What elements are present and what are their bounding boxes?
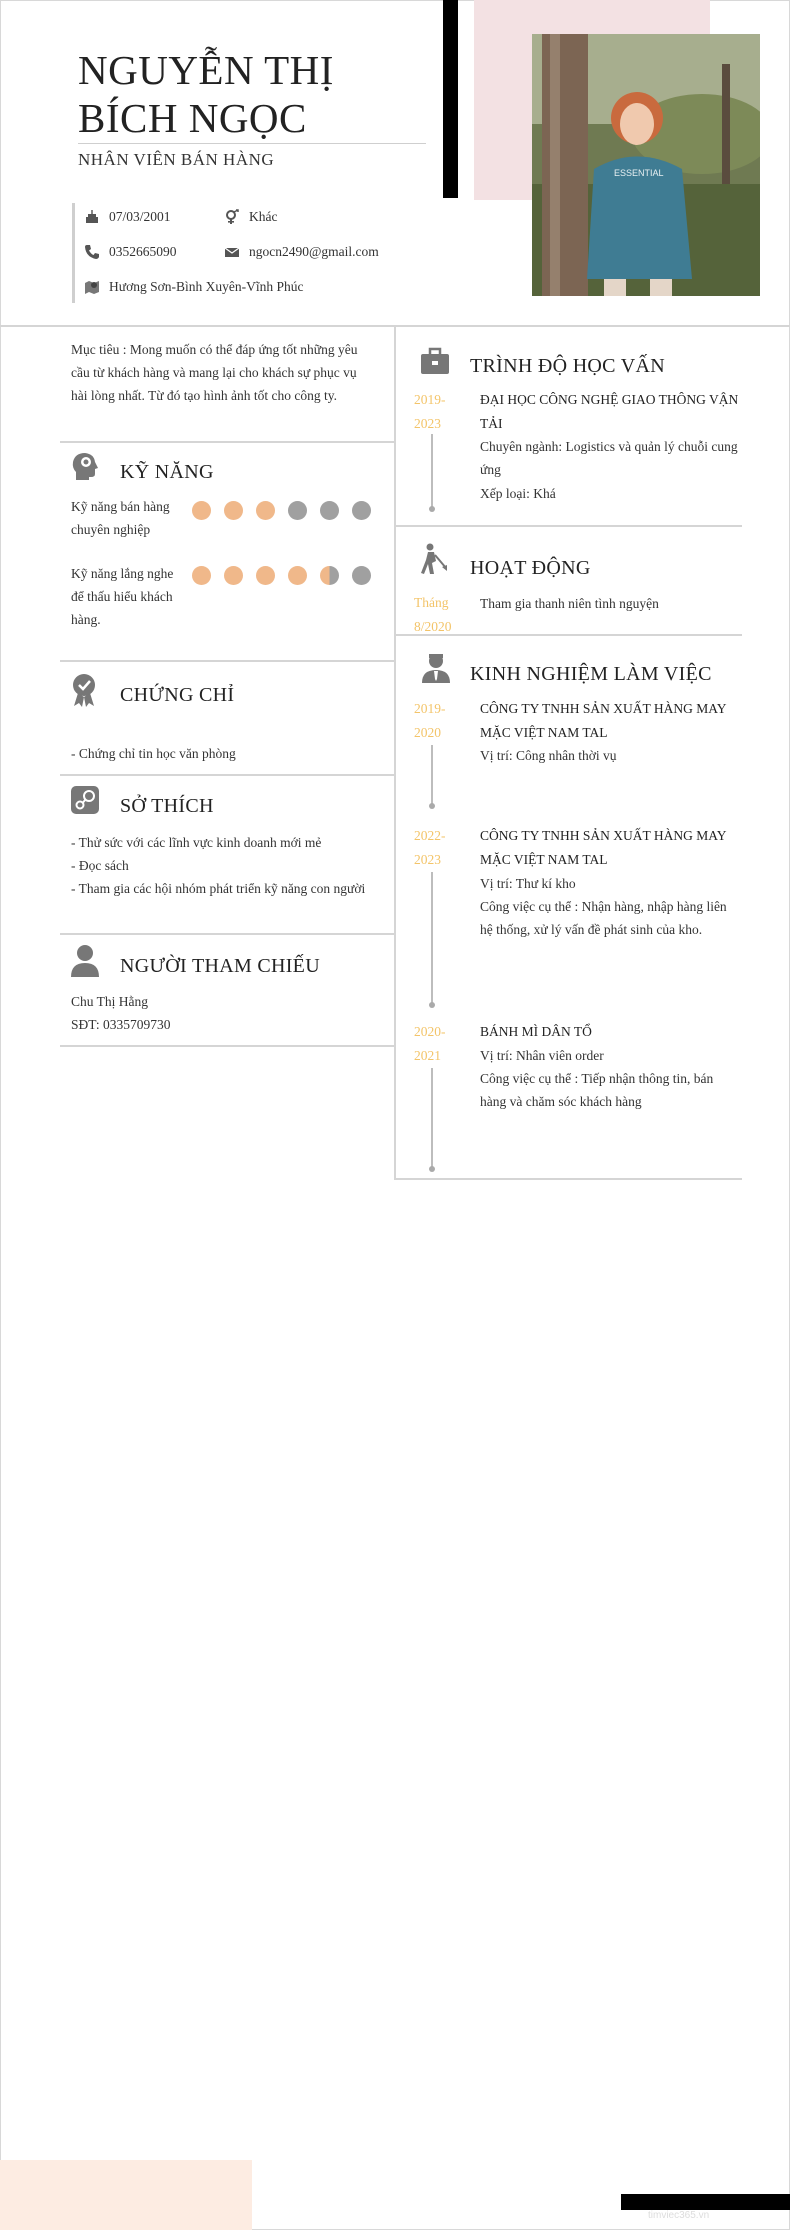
experience-title: KINH NGHIỆM LÀM VIỆC (470, 663, 712, 685)
skill-label-1: Kỹ năng bán hàng chuyên nghiệp (71, 499, 170, 537)
skill-dot (256, 566, 275, 585)
experience-role: Vị trí: Nhân viên order (480, 1048, 604, 1063)
skill-dot (256, 501, 275, 520)
skill-dot (224, 501, 243, 520)
certificates-title: CHỨNG CHỈ (120, 684, 235, 706)
education-year-start: 2019- (414, 392, 446, 407)
envelope-icon (224, 244, 240, 260)
skill-label-2: Kỹ năng lắng nghe để thấu hiểu khách hàng. (71, 566, 174, 627)
user-tie-icon (420, 652, 452, 684)
education-school: ĐẠI HỌC CÔNG NGHỆ GIAO THÔNG VẬN TẢI (480, 392, 739, 431)
education-grade: Xếp loại: Khá (480, 486, 556, 501)
hobbies-list (71, 831, 371, 900)
candidate-name: NGUYỄN THỊ BÍCH NGỌC (78, 47, 334, 141)
experience-year-start: 2019- (414, 701, 446, 716)
steam-icon (70, 785, 100, 815)
experience-desc: Công việc cụ thể : Tiếp nhận thông tin, bán hàng và chăm sóc khách hàng (480, 1071, 714, 1109)
experience-timeline (431, 745, 433, 805)
gender-text: Khác (249, 209, 278, 224)
skill-dot (288, 501, 307, 520)
experience-year-end: 2020 (414, 725, 441, 740)
references-title: NGƯỜI THAM CHIẾU (120, 955, 320, 977)
address-row (84, 279, 303, 295)
cake-icon (84, 209, 100, 225)
objective-text: Mục tiêu : Mong muốn có thể đáp ứng tốt những yêu cầu từ khách hàng và mang lại cho khách sự phục vụ hài lòng nhất. Từ đó tạo hình ảnh tốt cho công ty. (71, 342, 358, 403)
gender-row (224, 209, 277, 225)
email-row (224, 244, 379, 260)
footer-pink-block (0, 2160, 252, 2230)
experience-company: CÔNG TY TNHH SẢN XUẤT HÀNG MAY MẶC VIỆT NAM TAL (480, 828, 727, 867)
header-black-bar (443, 0, 458, 198)
experience-year (414, 824, 446, 872)
hobby-item: - Đọc sách (71, 858, 129, 873)
birthday-row (84, 209, 171, 225)
hobby-item: - Tham gia các hội nhóm phát triển kỹ năng con người (71, 881, 366, 896)
activity-date-year: 8/2020 (414, 619, 452, 634)
job-title: NHÂN VIÊN BÁN HÀNG (78, 150, 275, 169)
phone-icon (84, 244, 100, 260)
education-year-end: 2023 (414, 416, 441, 431)
education-divider (394, 525, 742, 527)
experience-timeline (431, 1068, 433, 1168)
education-timeline (431, 434, 433, 508)
experience-year (414, 697, 446, 745)
experience-company: BÁNH MÌ DÂN TỔ (480, 1024, 592, 1039)
education-major: Chuyên ngành: Logistics và quản lý chuỗi cung ứng (480, 439, 738, 477)
certificate-item: - Chứng chỉ tin học văn phòng (71, 746, 236, 761)
svg-text:ESSENTIAL: ESSENTIAL (614, 168, 664, 178)
award-badge-icon (70, 673, 98, 707)
activities-divider (394, 634, 742, 636)
skill-dot (192, 501, 211, 520)
contact-side-bar (72, 203, 75, 303)
volunteer-icon (420, 543, 448, 575)
skill-rating-1 (192, 501, 371, 520)
skill-dot (352, 566, 371, 585)
skill-rating-2 (192, 566, 371, 585)
person-icon (70, 944, 100, 978)
profile-photo (532, 34, 760, 296)
experience-year (414, 1020, 446, 1068)
email-text[interactable]: ngocn2490@gmail.com (249, 244, 379, 259)
phone-text[interactable]: 0352665090 (109, 244, 177, 259)
timeline-dot (429, 506, 435, 512)
skill-dot (320, 566, 339, 585)
skill-dot (352, 501, 371, 520)
experience-year-start: 2022- (414, 828, 446, 843)
skill-dot (192, 566, 211, 585)
certificates-divider (60, 774, 394, 776)
activity-date (414, 591, 452, 639)
briefcase-icon (420, 346, 450, 376)
experience-divider (394, 1178, 742, 1180)
experience-desc: Công việc cụ thể : Nhận hàng, nhập hàng liên hệ thống, xử lý vấn đề phát sinh của kho. (480, 899, 727, 937)
hobbies-divider (60, 933, 394, 935)
reference-name: Chu Thị Hằng (71, 994, 148, 1009)
address-text: Hương Sơn-Bình Xuyên-Vĩnh Phúc (109, 279, 304, 294)
experience-year-end: 2023 (414, 852, 441, 867)
skill-dot (320, 501, 339, 520)
education-title: TRÌNH ĐỘ HỌC VẤN (470, 355, 665, 377)
map-pin-icon (84, 279, 100, 295)
activity-date-month: Tháng (414, 595, 449, 610)
experience-company: CÔNG TY TNHH SẢN XUẤT HÀNG MAY MẶC VIỆT NAM TAL (480, 701, 727, 740)
experience-year-end: 2021 (414, 1048, 441, 1063)
activities-title: HOẠT ĐỘNG (470, 557, 591, 579)
phone-row (84, 244, 177, 260)
title-divider (78, 143, 426, 144)
reference-phone: SĐT: 0335709730 (71, 1017, 171, 1032)
skill-dot (224, 566, 243, 585)
column-divider (394, 325, 396, 1178)
objective-divider (60, 441, 394, 443)
skills-divider (60, 660, 394, 662)
education-year (414, 388, 446, 436)
footer-black-bar (621, 2194, 790, 2210)
skill-dot (288, 566, 307, 585)
timeline-dot (429, 803, 435, 809)
timeline-dot (429, 1166, 435, 1172)
gender-icon (224, 209, 240, 225)
head-gear-icon (70, 450, 102, 482)
hobbies-title: SỞ THÍCH (120, 795, 214, 817)
hobby-item: - Thử sức với các lĩnh vực kinh doanh mới mẻ (71, 835, 322, 850)
watermark: timviec365.vn (648, 2210, 710, 2221)
references-divider (60, 1045, 394, 1047)
timeline-dot (429, 1002, 435, 1008)
birthday-text: 07/03/2001 (109, 209, 171, 224)
skills-title: KỸ NĂNG (120, 461, 214, 483)
experience-role: Vị trí: Thư kí kho (480, 876, 576, 891)
experience-role: Vị trí: Công nhân thời vụ (480, 748, 617, 763)
experience-timeline (431, 872, 433, 1004)
activity-desc: Tham gia thanh niên tình nguyện (480, 596, 659, 611)
experience-year-start: 2020- (414, 1024, 446, 1039)
